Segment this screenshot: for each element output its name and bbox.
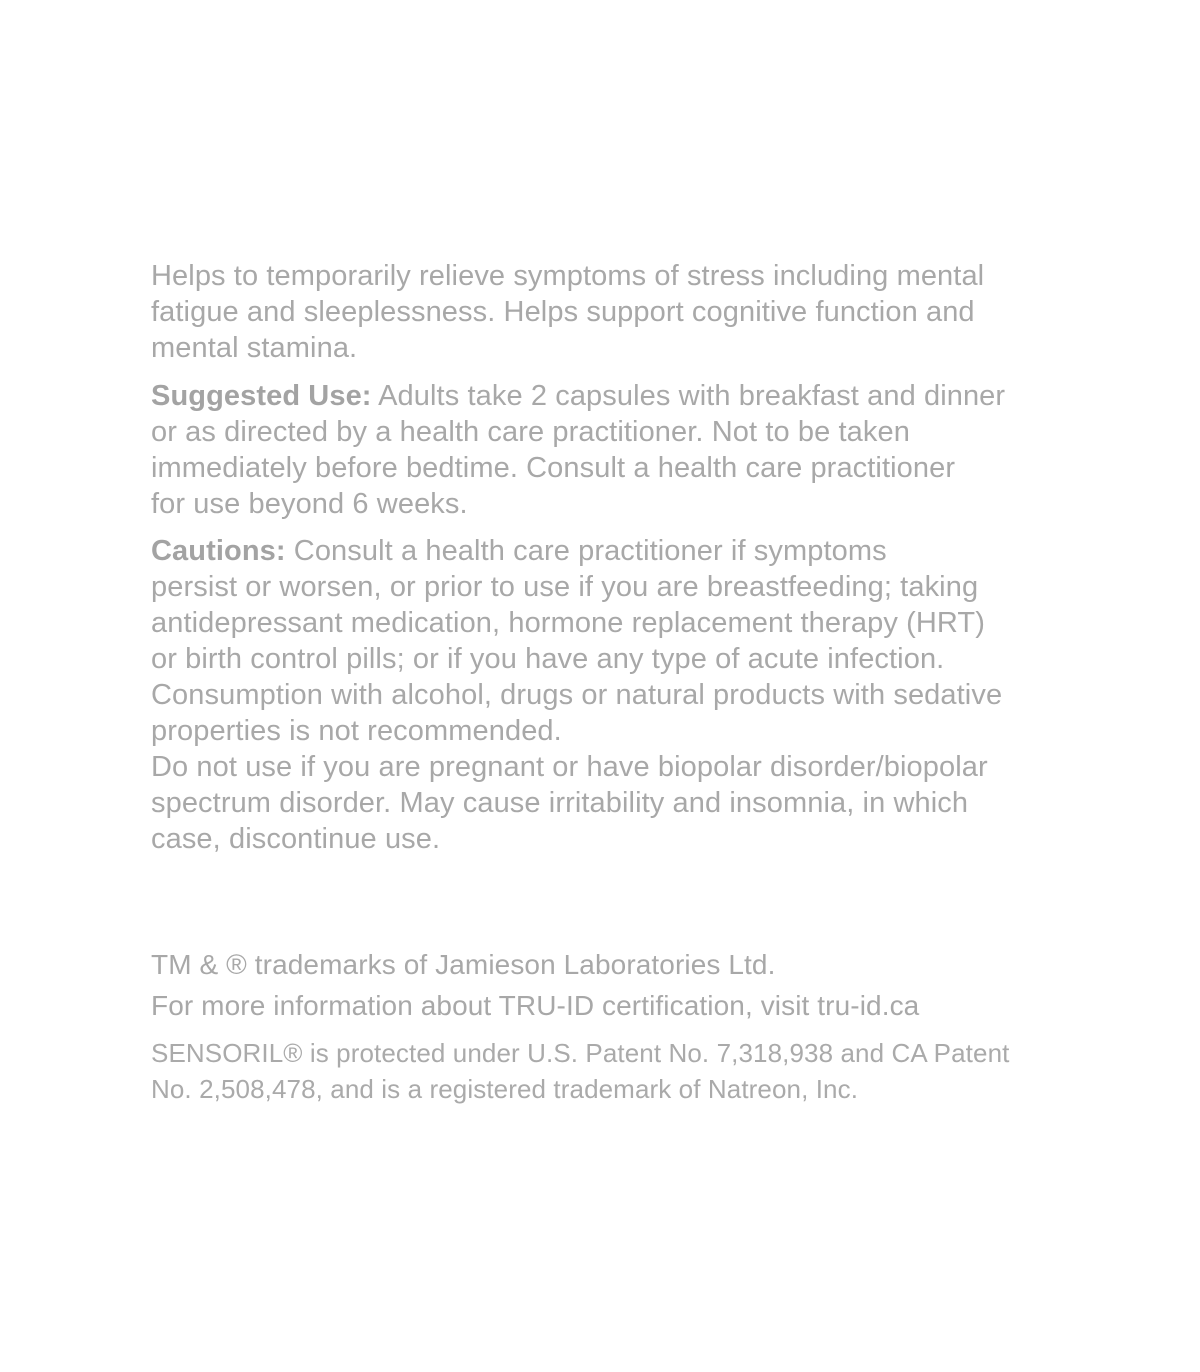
product-description xyxy=(151,258,984,366)
suggested-use-section xyxy=(151,378,1005,522)
cautions-section xyxy=(151,533,1002,857)
suggested-use-first-line xyxy=(151,378,1005,414)
tru-id-line: For more information about TRU-ID certification, visit tru-id.ca xyxy=(151,990,920,1021)
cautions-line: or birth control pills; or if you have any type of acute infection. xyxy=(151,643,945,675)
cautions-line: antidepressant medication, hormone replacement therapy (HRT) xyxy=(151,607,985,639)
patent-line: SENSORIL® is protected under U.S. Patent No. 7,318,938 and CA Patent xyxy=(151,1038,1010,1068)
cautions-line: Consumption with alcohol, drugs or natural products with sedative xyxy=(151,679,1003,711)
trademark-line: TM & ® trademarks of Jamieson Laboratories Ltd. xyxy=(151,949,776,980)
cautions-line: Do not use if you are pregnant or have biopolar disorder/biopolar xyxy=(151,751,988,783)
patent-notice xyxy=(151,1035,1009,1107)
cautions-line: case, discontinue use. xyxy=(151,823,441,855)
cautions-line: spectrum disorder. May cause irritability and insomnia, in which xyxy=(151,787,969,819)
description-line: Helps to temporarily relieve symptoms of stress including mental xyxy=(151,260,985,292)
suggested-use-line: or as directed by a health care practitioner. Not to be taken xyxy=(151,416,910,448)
suggested-use-text: Adults take 2 capsules with breakfast and dinner xyxy=(371,380,1006,412)
suggested-use-line: for use beyond 6 weeks. xyxy=(151,488,468,520)
cautions-line: properties is not recommended. xyxy=(151,715,562,747)
suggested-use-line: immediately before bedtime. Consult a health care practitioner xyxy=(151,452,956,484)
cautions-text: Consult a health care practitioner if symptoms xyxy=(285,535,887,567)
cautions-line: persist or worsen, or prior to use if you are breastfeeding; taking xyxy=(151,571,979,603)
cautions-label: Cautions: xyxy=(151,535,286,567)
patent-line: No. 2,508,478, and is a registered trademark of Natreon, Inc. xyxy=(151,1074,859,1104)
description-line: fatigue and sleeplessness. Helps support cognitive function and xyxy=(151,296,975,328)
cautions-first-line xyxy=(151,533,1002,569)
trademark-notice xyxy=(151,944,919,1026)
suggested-use-label: Suggested Use: xyxy=(151,380,372,412)
description-line: mental stamina. xyxy=(151,332,358,364)
